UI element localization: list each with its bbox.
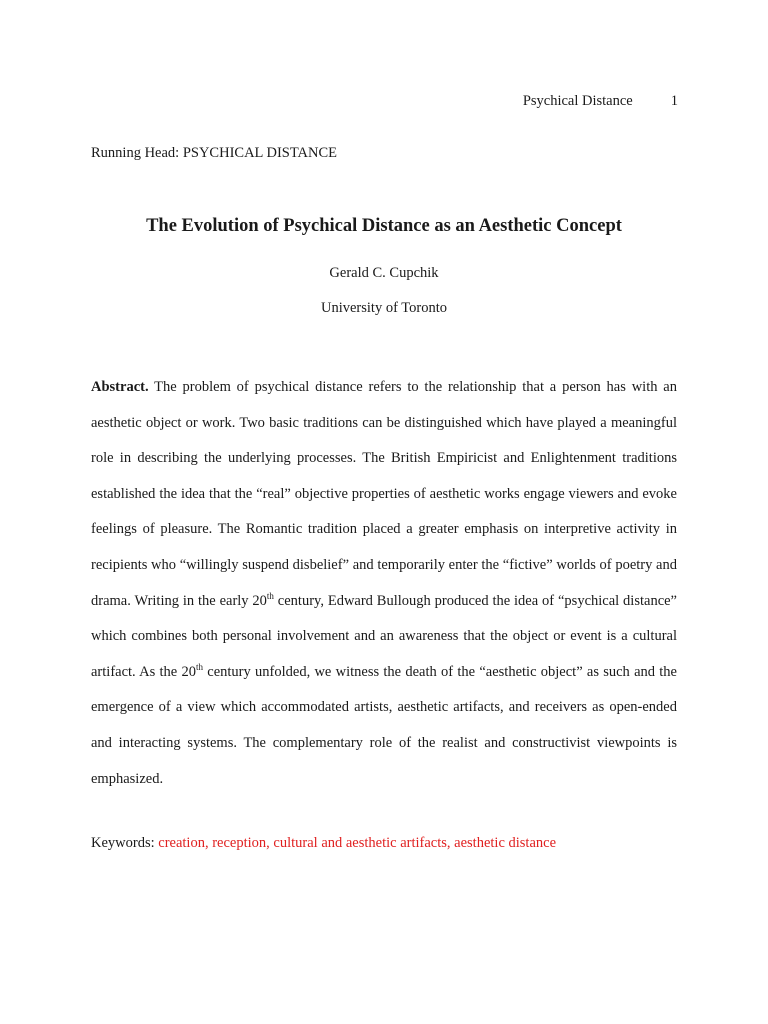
keywords-label: Keywords: <box>91 835 159 851</box>
header-short-title: Psychical Distance <box>522 93 633 109</box>
keywords-list: creation, reception, cultural and aesthetic artifacts, aesthetic distance <box>158 835 557 851</box>
paper-title: The Evolution of Psychical Distance as an Aesthetic Concept <box>146 216 622 236</box>
ordinal-superscript-2: th <box>196 661 204 672</box>
abstract-text-part1: The problem of psychical distance refers to the relationship that a person has with an aesthetic object or work. Two basic traditions can be distinguished which have played a meaningful role in describing the underlying processes. The British Empiricist and Enlightenment traditions established the idea that the “real” objective properties of aesthetic works engage viewers and evoke feelings of pleasure. The Romantic tradition placed a greater emphasis on interpretive activity in recipients who “willingly suspend disbelief” and temporarily enter the “fictive” worlds of poetry and drama. Writing in the early 20 <box>91 379 677 609</box>
running-head: Running Head: PSYCHICAL DISTANCE <box>91 145 338 161</box>
abstract-text-part3: century unfolded, we witness the death of the “aesthetic object” as such and the emergence of a view which accommodated artists, aesthetic artifacts, and receivers as open-ended and interacting systems. The complementary role of the realist and constructivist viewpoints is emphasized. <box>91 663 677 787</box>
ordinal-superscript-1: th <box>266 590 274 601</box>
abstract-paragraph <box>91 370 677 797</box>
abstract-text-part2: century, Edward Bullough produced the idea of “psychical distance” which combines both personal involvement and an awareness that the object or event is a cultural artifact. As the 20 <box>91 592 677 680</box>
page-number: 1 <box>670 93 678 109</box>
author-affiliation: University of Toronto <box>321 300 447 316</box>
author-name: Gerald C. Cupchik <box>329 265 439 281</box>
abstract-label: Abstract. <box>91 379 149 395</box>
page-header <box>523 93 678 110</box>
keywords-line <box>91 835 556 852</box>
